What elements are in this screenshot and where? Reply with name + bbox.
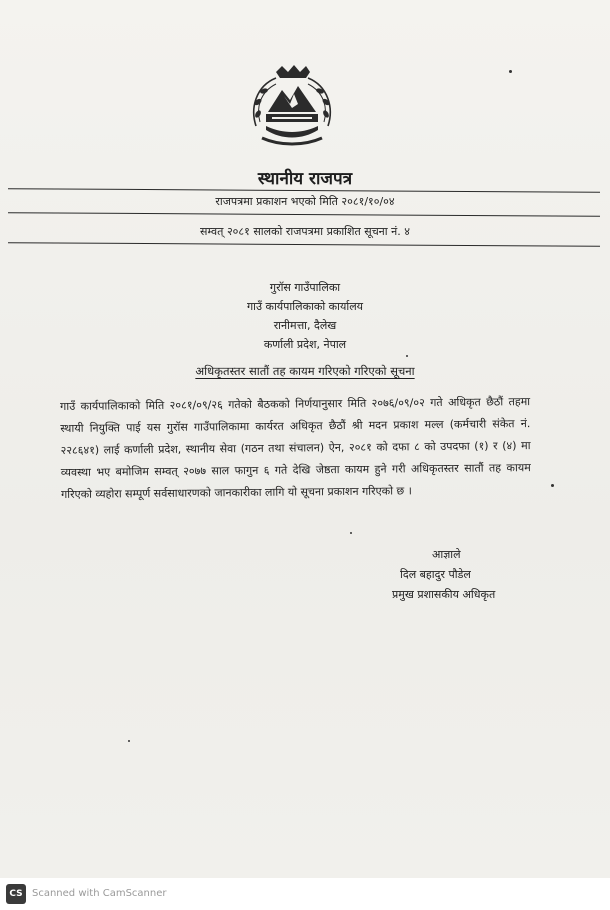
office-municipality: गुरॉस गाउँपालिका bbox=[269, 281, 341, 294]
nepal-emblem-icon bbox=[246, 64, 338, 148]
scan-speck bbox=[551, 484, 554, 487]
office-province: कर्णाली प्रदेश, नेपाल bbox=[263, 338, 347, 351]
camscanner-logo-icon: CS bbox=[6, 884, 26, 904]
order-line: आज्ञाले bbox=[432, 548, 461, 561]
notice-number-line: सम्वत् २०८१ सालको राजपत्रमा प्रकाशित सूचना नं. ४ bbox=[200, 225, 410, 238]
scan-speck bbox=[350, 532, 352, 534]
publication-date-line: राजपत्रमा प्रकाशन भएको मिति २०८१/१०/०४ bbox=[215, 195, 395, 208]
scanner-watermark: Scanned with CamScanner bbox=[32, 888, 167, 899]
scanner-footer bbox=[0, 878, 610, 910]
notice-subject: अधिकृतस्तर सातौं तह कायम गरिएको गरिएको सूचना bbox=[195, 364, 415, 378]
scan-speck bbox=[509, 70, 512, 73]
office-location: रानीमत्ता, दैलेख bbox=[273, 319, 337, 332]
scan-speck bbox=[128, 740, 130, 742]
office-name: गाउँ कार्यपालिकाको कार्यालय bbox=[246, 300, 364, 313]
signatory-name: दिल बहादुर पौडेल bbox=[400, 568, 471, 581]
notice-divider bbox=[8, 242, 600, 247]
notice-body: गाउँ कार्यपालिकाको मिति २०८१/०९/२६ गतेको बैठकको निर्णयानुसार मिति २०७६/०९/०२ गते अधिकृत छैठौं तहमा स्थायी नियुक्ति पाई यस गुरॉस गाउँपालिकामा कार्यरत अधिकृत छैठौं श्री मदन प्रकाश मल्ल (कर्मचारी संकेत नं. २२८६४१) लाई कर्णाली प्रदेश, स्थानीय सेवा (गठन तथा संचालन) ऐन, २०८१ को दफा ८ को उपदफा (१) र (४) मा व्यवस्था भए बमोजिम सम्वत् २०७७ साल फागुन ६ गते देखि जेष्ठता कायम हुने गरी अधिकृतस्तर सातौं तह कायम गरिएको व्यहोरा सम्पूर्ण सर्वसाधारणको जानकारीका लागि यो सूचना प्रकाशन गरिएको छ । bbox=[60, 395, 531, 501]
scan-speck bbox=[406, 355, 408, 357]
date-divider bbox=[8, 212, 600, 217]
gazette-title: स्थानीय राजपत्र bbox=[257, 169, 353, 189]
signatory-designation: प्रमुख प्रशासकीय अधिकृत bbox=[392, 588, 496, 601]
